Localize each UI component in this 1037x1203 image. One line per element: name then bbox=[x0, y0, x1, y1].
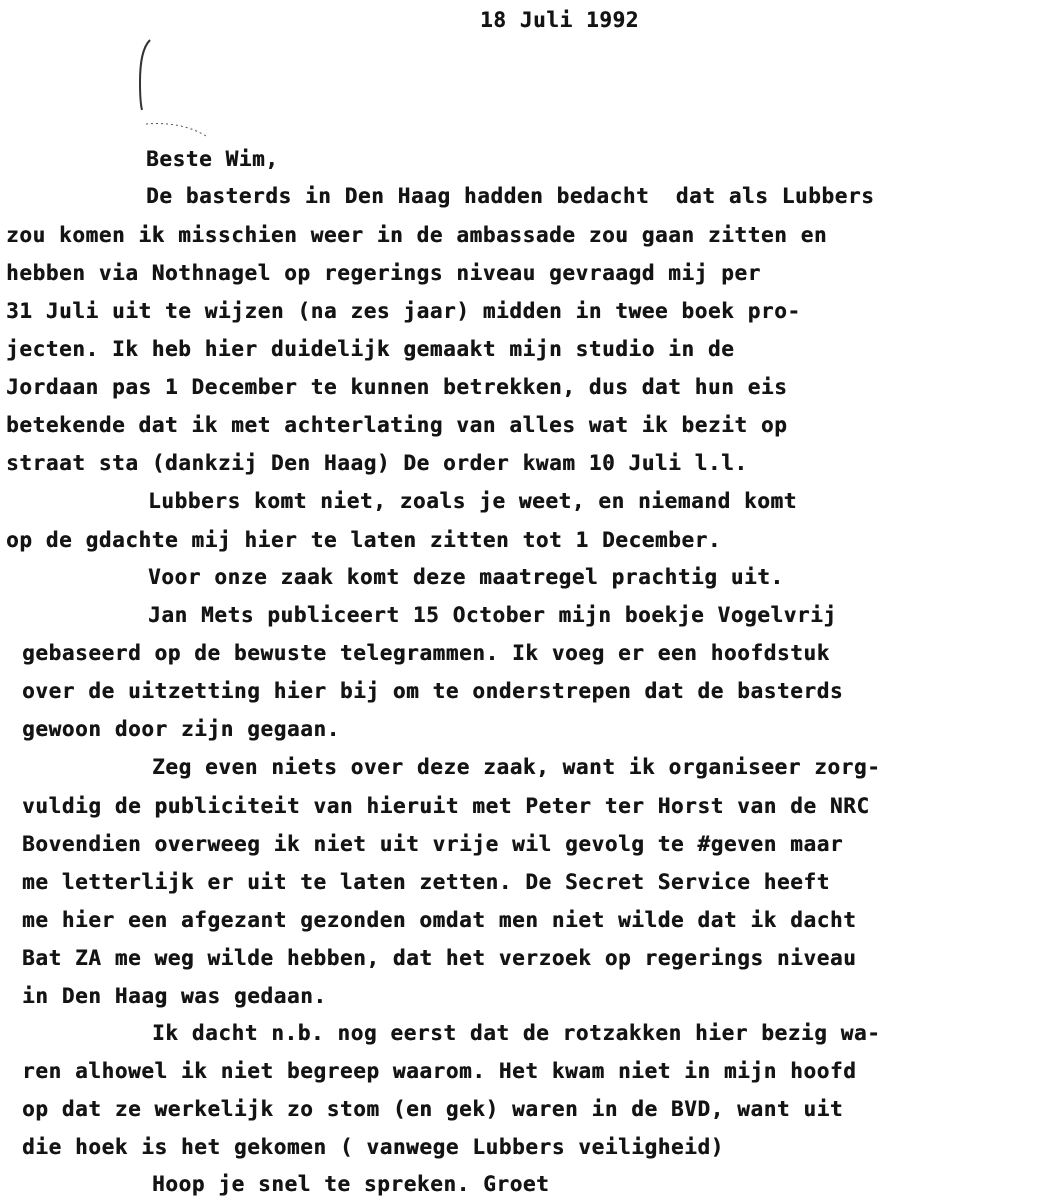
letter-line: Bovendien overweeg ik niet uit vrije wil gevolg te #geven maar bbox=[22, 832, 844, 856]
letter-line: op dat ze werkelijk zo stom (en gek) waren in de BVD, want uit bbox=[22, 1097, 844, 1121]
letter-line: over de uitzetting hier bij om te onderstrepen dat de basterds bbox=[22, 679, 844, 703]
letter-line: die hoek is het gekomen ( vanwege Lubbers veiligheid) bbox=[22, 1135, 724, 1159]
letter-line: Voor onze zaak komt deze maatregel prachtig uit. bbox=[148, 565, 784, 589]
letter-line: Ik dacht n.b. nog eerst dat de rotzakken hier bezig wa- bbox=[152, 1021, 881, 1045]
letter-line: Jan Mets publiceert 15 October mijn boekje Vogelvrij bbox=[148, 603, 837, 627]
letter-line: me letterlijk er uit te laten zetten. De Secret Service heeft bbox=[22, 870, 830, 894]
letter-line: me hier een afgezant gezonden omdat men niet wilde dat ik dacht bbox=[22, 908, 857, 932]
letter-line: straat sta (dankzij Den Haag) De order kwam 10 Juli l.l. bbox=[6, 451, 748, 475]
letter-line: De basterds in Den Haag hadden bedacht dat als Lubbers bbox=[146, 184, 875, 208]
letter-line: Zeg even niets over deze zaak, want ik organiseer zorg- bbox=[152, 755, 881, 779]
letter-line: Jordaan pas 1 December te kunnen betrekken, dus dat hun eis bbox=[6, 375, 788, 399]
letter-line: in Den Haag was gedaan. bbox=[22, 984, 327, 1008]
salutation: Beste Wim, bbox=[146, 147, 279, 171]
letter-line: 31 Juli uit te wijzen (na zes jaar) midden in twee boek pro- bbox=[6, 299, 801, 323]
letter-line: hebben via Nothnagel op regerings niveau gevraagd mij per bbox=[6, 261, 761, 285]
letter-line: jecten. Ik heb hier duidelijk gemaakt mijn studio in de bbox=[6, 337, 735, 361]
letter-date: 18 Juli 1992 bbox=[480, 8, 639, 32]
letter-line: betekende dat ik met achterlating van alles wat ik bezit op bbox=[6, 413, 788, 437]
letter-line: zou komen ik misschien weer in de ambassade zou gaan zitten en bbox=[6, 223, 828, 247]
handwritten-mark bbox=[128, 34, 218, 144]
letter-line: Bat ZA me weg wilde hebben, dat het verzoek op regerings niveau bbox=[22, 946, 857, 970]
letter-line: gewoon door zijn gegaan. bbox=[22, 717, 340, 741]
letter-line: op de gdachte mij hier te laten zitten tot 1 December. bbox=[6, 528, 722, 552]
letter-closing: Hoop je snel te spreken. Groet bbox=[152, 1172, 550, 1196]
letter-line: gebaseerd op de bewuste telegrammen. Ik voeg er een hoofdstuk bbox=[22, 641, 830, 665]
letter-line: ren alhowel ik niet begreep waarom. Het kwam niet in mijn hoofd bbox=[22, 1059, 857, 1083]
letter-line: Lubbers komt niet, zoals je weet, en niemand komt bbox=[148, 489, 797, 513]
letter-line: vuldig de publiciteit van hieruit met Peter ter Horst van de NRC bbox=[22, 794, 870, 818]
